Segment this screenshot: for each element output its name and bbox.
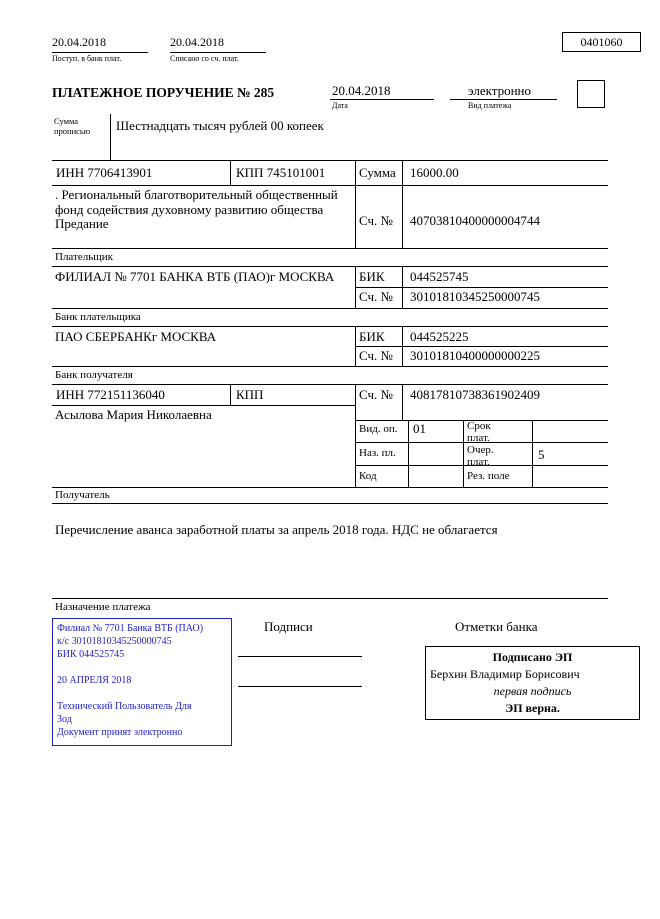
payee-bank-bik: 044525225 <box>410 329 469 344</box>
signatures-header: Подписи <box>264 619 313 634</box>
payer-bank-bik-label: БИК <box>359 269 385 284</box>
op-type-value: 01 <box>413 421 426 436</box>
payer-bank-bik: 044525745 <box>410 269 469 284</box>
table-line <box>52 405 355 406</box>
stamp-line: 20 АПРЕЛЯ 2018 <box>57 675 132 686</box>
payer-inn: ИНН 7706413901 <box>56 165 153 180</box>
table-line <box>230 160 231 185</box>
table-line <box>463 420 464 487</box>
signature-line <box>238 686 362 687</box>
payment-kind-value: электронно <box>468 83 532 98</box>
document-title: ПЛАТЕЖНОЕ ПОРУЧЕНИЕ № 285 <box>52 85 275 100</box>
esign-signer: Берхин Владимир Борисович <box>430 667 580 681</box>
debited-date-label: Списано со сч. плат. <box>170 54 239 63</box>
payee-account: 40817810738361902409 <box>410 387 540 402</box>
doc-date-label: Дата <box>332 101 348 110</box>
esign-stamp-box <box>425 646 640 720</box>
stamp-line: Документ принят электронно <box>57 727 183 738</box>
stamp-line <box>57 661 227 674</box>
payer-bank-section-label: Банк плательщика <box>55 311 141 323</box>
term-label: Срок плат. <box>467 420 491 445</box>
amount-value: 16000.00 <box>410 165 459 180</box>
debited-date: 20.04.2018 <box>170 35 224 49</box>
payer-bank-account-label: Сч. № <box>359 289 393 304</box>
doc-date-value: 20.04.2018 <box>332 83 391 98</box>
purpose-label: Назначение платежа <box>55 601 151 613</box>
reserve-label: Рез. поле <box>467 470 510 482</box>
stamp-line <box>57 687 227 700</box>
payee-bank-account: 30101810400000000225 <box>410 348 540 363</box>
debited-date-underline <box>170 52 266 53</box>
table-line <box>52 384 608 385</box>
priority-value: 5 <box>538 447 545 462</box>
esign-verified: ЭП верна. <box>505 701 560 715</box>
naz-pl-label: Наз. пл. <box>359 447 396 459</box>
table-line <box>52 487 608 488</box>
received-date: 20.04.2018 <box>52 35 106 49</box>
form-code-box <box>562 32 641 52</box>
table-line <box>355 287 608 288</box>
amount-words-value: Шестнадцать тысяч рублей 00 копеек <box>116 118 324 133</box>
purpose-text: Перечисление аванса заработной платы за апрель 2018 года. НДС не облагается <box>55 522 498 537</box>
table-line <box>402 160 403 248</box>
payer-name: . Региональный благотворительный общественный фонд содействия духовному развитию общества Предание <box>55 187 338 232</box>
payment-kind-underline <box>450 99 557 100</box>
form-code: 0401060 <box>580 34 623 49</box>
table-line <box>52 160 608 161</box>
table-line <box>355 346 608 347</box>
esign-title: Подписано ЭП <box>492 650 573 664</box>
table-line <box>355 326 356 366</box>
bank-marks-header: Отметки банка <box>455 619 538 634</box>
payee-kpp-label: КПП <box>236 387 264 402</box>
table-line <box>52 326 608 327</box>
stamp-line: Филиал № 7701 Банка ВТБ (ПАО) <box>57 623 204 634</box>
amount-words-divider <box>110 114 111 160</box>
op-type-label: Вид. оп. <box>359 423 398 435</box>
amount-label: Сумма <box>359 165 396 180</box>
payer-kpp: КПП 745101001 <box>236 165 326 180</box>
amount-words-label: Сумма прописью <box>54 116 91 136</box>
received-date-underline <box>52 52 148 53</box>
payer-account: 40703810400000004744 <box>410 213 540 228</box>
payer-section-label: Плательщик <box>55 251 113 263</box>
table-line <box>402 266 403 308</box>
payer-bank-account: 30101810345250000745 <box>410 289 540 304</box>
payee-section-label: Получатель <box>55 489 110 501</box>
table-line <box>52 248 608 249</box>
table-line <box>52 598 608 599</box>
payer-bank-name: ФИЛИАЛ № 7701 БАНКА ВТБ (ПАО)г МОСКВА <box>55 269 335 284</box>
payee-bank-name: ПАО СБЕРБАНКг МОСКВА <box>55 329 217 344</box>
table-line <box>355 160 356 248</box>
table-line <box>230 384 231 405</box>
priority-label: Очер. плат. <box>467 444 494 469</box>
stamp-line: к/с 30101810345250000745 <box>57 636 172 647</box>
stamp-line: БИК 044525745 <box>57 649 125 660</box>
payee-bank-section-label: Банк получателя <box>55 369 133 381</box>
stamp-line: Технический Пользователь Для <box>57 701 192 712</box>
table-line <box>402 326 403 366</box>
table-line <box>52 266 608 267</box>
table-line <box>52 308 608 309</box>
stamp-line: Зод <box>57 714 72 725</box>
payee-account-label: Сч. № <box>359 387 393 402</box>
table-line <box>52 185 608 186</box>
table-line <box>532 420 533 487</box>
payment-kind-label: Вид платежа <box>468 101 512 110</box>
table-line <box>355 384 356 487</box>
status-box <box>577 80 605 108</box>
payer-account-label: Сч. № <box>359 213 393 228</box>
table-line <box>52 366 608 367</box>
code-label: Код <box>359 470 377 482</box>
esign-note: первая подпись <box>493 684 572 698</box>
signature-line <box>238 656 362 657</box>
table-line <box>52 503 608 504</box>
payee-bank-account-label: Сч. № <box>359 348 393 363</box>
payee-name: Асылова Мария Николаевна <box>55 407 212 422</box>
table-line <box>355 266 356 308</box>
doc-date-underline <box>330 99 434 100</box>
payee-bank-bik-label: БИК <box>359 329 385 344</box>
payee-inn: ИНН 772151136040 <box>56 387 165 402</box>
bank-stamp-box <box>52 618 232 746</box>
received-date-label: Поступ. в банк плат. <box>52 54 122 63</box>
table-line <box>402 384 403 420</box>
table-line <box>408 420 409 487</box>
